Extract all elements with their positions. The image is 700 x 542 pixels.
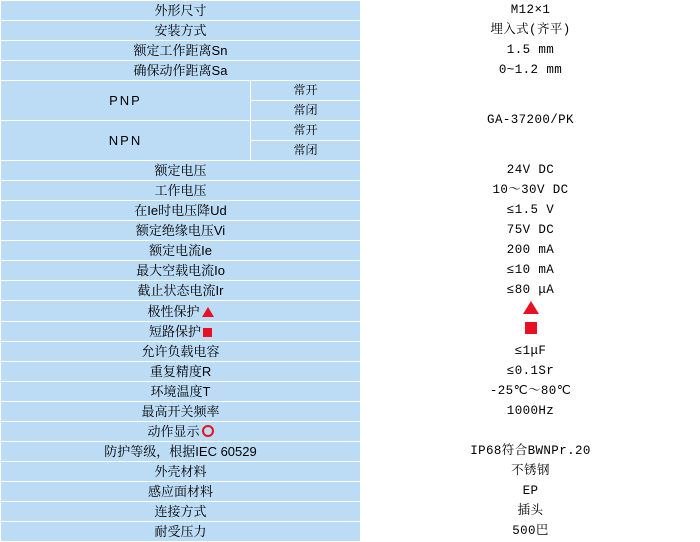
row-label-cell [1, 41, 361, 61]
row-label-cell [1, 161, 361, 181]
row-value: M12×1 [511, 3, 551, 17]
row-label-cell [1, 342, 361, 362]
row-label: 额定工作距离Sn [134, 41, 228, 60]
row-value-cell [361, 502, 700, 522]
row-label: 额定电流Ie [149, 241, 212, 260]
row-value-cell [361, 522, 700, 542]
table-row [1, 362, 700, 382]
table-row [1, 201, 700, 221]
row-label-cell [1, 281, 361, 301]
square-red-icon [203, 328, 212, 337]
row-value-cell [361, 241, 700, 261]
row-label-cell [1, 422, 361, 442]
table-row [1, 462, 700, 482]
row-label: 动作显示 [148, 422, 200, 441]
row-label-cell [1, 502, 361, 522]
row-label-cell [1, 522, 361, 542]
row-label-cell [1, 221, 361, 241]
row-label: 连接方式 [155, 502, 207, 521]
row-value: ≤1.5 V [507, 203, 554, 217]
row-label: 外壳材料 [155, 462, 207, 481]
row-value: ≤10 mA [507, 263, 554, 277]
row-label-cell [1, 382, 361, 402]
table-row [1, 1, 700, 21]
row-label: 最大空载电流Io [136, 261, 225, 280]
row-value: 10～30V DC [492, 183, 568, 197]
table-row [1, 422, 700, 442]
row-value: 埋入式(齐平) [490, 23, 570, 37]
output-mode-npn-label: NPN [109, 133, 142, 148]
output-mode-pnp-label: PNP [109, 93, 142, 108]
row-label-cell [1, 301, 361, 322]
table-row [1, 241, 700, 261]
row-label-cell [1, 362, 361, 382]
contact-type-cell [251, 141, 361, 161]
square-red-icon [525, 322, 537, 334]
row-label: 工作电压 [155, 181, 207, 200]
row-value: 不锈钢 [511, 464, 550, 478]
table-row [1, 21, 700, 41]
contact-type-label: 常闭 [294, 103, 318, 117]
table-row [1, 261, 700, 281]
row-label-cell [1, 181, 361, 201]
row-label: 环境温度T [151, 382, 211, 401]
specification-table-body [1, 1, 700, 542]
table-row [1, 221, 700, 241]
contact-type-cell [251, 121, 361, 141]
row-label: 极性保护 [148, 302, 200, 321]
row-value-cell [361, 221, 700, 241]
row-value: ≤1μF [515, 344, 547, 358]
table-row [1, 41, 700, 61]
row-label-cell [1, 402, 361, 422]
row-value: 1000Hz [507, 404, 554, 418]
row-label: 截止状态电流Ir [138, 281, 224, 300]
table-row [1, 522, 700, 542]
contact-type-label: 常开 [294, 83, 318, 97]
row-value: ≤80 μA [507, 283, 554, 297]
row-value-cell [361, 201, 700, 221]
contact-type-cell [251, 81, 361, 101]
table-row [1, 181, 700, 201]
row-label: 防护等级，根据IEC 60529 [104, 442, 256, 461]
table-row [1, 81, 700, 101]
row-label: 安装方式 [155, 21, 207, 40]
row-value-cell [361, 41, 700, 61]
row-value-cell [361, 61, 700, 81]
order-code-value: GA-37200/PK [487, 113, 574, 127]
row-value: 0~1.2 mm [499, 63, 562, 77]
row-label: 确保动作距离Sa [134, 61, 228, 80]
table-row [1, 342, 700, 362]
row-value-cell [361, 342, 700, 362]
table-row [1, 281, 700, 301]
row-label: 外形尺寸 [155, 1, 207, 20]
row-label: 最高开关频率 [142, 402, 220, 421]
table-row [1, 322, 700, 342]
row-value: 500巴 [512, 524, 549, 538]
row-label: 允许负载电容 [142, 342, 220, 361]
table-row [1, 161, 700, 181]
row-label-cell [1, 1, 361, 21]
table-row [1, 502, 700, 522]
row-label-cell [1, 482, 361, 502]
row-value-cell [361, 422, 700, 442]
row-value-cell [361, 322, 700, 342]
row-value: -25℃～80℃ [490, 384, 571, 398]
row-value: EP [523, 484, 539, 498]
contact-type-cell [251, 101, 361, 121]
row-label: 额定电压 [155, 161, 207, 180]
row-label-cell [1, 322, 361, 342]
row-label: 耐受压力 [155, 522, 207, 541]
row-label-cell [1, 21, 361, 41]
row-label: 额定绝缘电压Vi [136, 221, 225, 240]
row-label: 短路保护 [149, 322, 201, 341]
row-label: 感应面材料 [148, 482, 213, 501]
row-label-cell [1, 462, 361, 482]
row-value: ≤0.1Sr [507, 364, 554, 378]
row-value-cell [361, 21, 700, 41]
table-row [1, 482, 700, 502]
row-label-cell [1, 442, 361, 462]
row-label-cell [1, 241, 361, 261]
row-value-cell [361, 261, 700, 281]
row-label: 在Ie时电压降Ud [134, 201, 226, 220]
table-row [1, 382, 700, 402]
row-value: 75V DC [507, 223, 554, 237]
output-mode-pnp-cell [1, 81, 251, 121]
row-value-cell [361, 181, 700, 201]
table-row [1, 402, 700, 422]
row-value-cell [361, 402, 700, 422]
row-value: 1.5 mm [507, 43, 554, 57]
table-row [1, 301, 700, 322]
row-label-cell [1, 201, 361, 221]
output-mode-npn-cell [1, 121, 251, 161]
row-label-cell [1, 261, 361, 281]
ring-red-icon [202, 425, 214, 437]
row-value-cell [361, 1, 700, 21]
order-code-value-cell [361, 81, 700, 161]
table-row [1, 442, 700, 462]
row-value-cell [361, 362, 700, 382]
row-value: 200 mA [507, 243, 554, 257]
contact-type-label: 常闭 [294, 143, 318, 157]
table-row [1, 61, 700, 81]
row-value-cell [361, 281, 700, 301]
contact-type-label: 常开 [294, 123, 318, 137]
row-value-cell [361, 442, 700, 462]
row-label-cell [1, 61, 361, 81]
triangle-red-icon [202, 307, 214, 317]
row-label: 重复精度R [150, 362, 211, 381]
row-value-cell [361, 301, 700, 322]
row-value: 24V DC [507, 163, 554, 177]
triangle-red-icon [523, 301, 539, 314]
row-value: 插头 [518, 504, 544, 518]
row-value-cell [361, 482, 700, 502]
row-value-cell [361, 382, 700, 402]
row-value-cell [361, 161, 700, 181]
row-value-cell [361, 462, 700, 482]
row-value: IP68符合BWNPr.20 [470, 444, 591, 458]
